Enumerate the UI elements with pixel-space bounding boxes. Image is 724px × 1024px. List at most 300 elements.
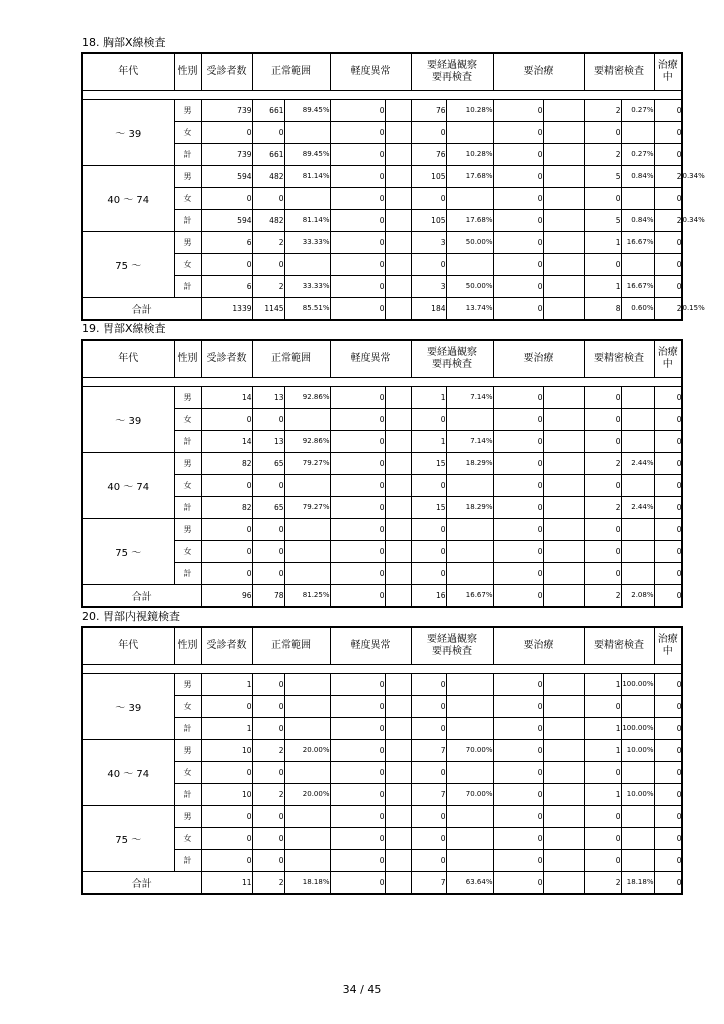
value-cell: 17.68% xyxy=(446,165,493,187)
value-cell xyxy=(446,827,493,849)
value-cell: 0 xyxy=(330,783,385,805)
total-value-cell xyxy=(385,584,411,607)
value-cell xyxy=(385,386,411,408)
table-header-row xyxy=(82,627,682,664)
table-row xyxy=(82,99,682,121)
value-cell xyxy=(621,695,654,717)
sex-cell: 計 xyxy=(174,849,201,871)
value-cell: 17.68% xyxy=(446,209,493,231)
value-cell xyxy=(446,717,493,739)
value-cell: 7.14% xyxy=(446,430,493,452)
value-cell: 6 xyxy=(201,231,252,253)
total-value-cell: 0 xyxy=(493,871,543,894)
column-header: 要精密検査 xyxy=(584,627,654,664)
value-cell: 0 xyxy=(330,739,385,761)
column-header: 治療中 xyxy=(654,340,682,377)
value-cell: 0 xyxy=(493,386,543,408)
value-cell xyxy=(446,761,493,783)
spacer-cell xyxy=(82,90,682,99)
value-cell: 0 xyxy=(201,562,252,584)
value-cell xyxy=(543,452,584,474)
value-cell: 0 xyxy=(411,253,446,275)
value-cell: 76 xyxy=(411,143,446,165)
sex-cell: 男 xyxy=(174,231,201,253)
value-cell xyxy=(385,827,411,849)
sex-cell: 計 xyxy=(174,143,201,165)
value-cell: 33.33% xyxy=(284,231,330,253)
column-header: 治療中 xyxy=(654,627,682,664)
value-cell: 0 xyxy=(201,408,252,430)
value-cell xyxy=(284,474,330,496)
value-cell: 0 xyxy=(493,121,543,143)
value-cell: 10 xyxy=(201,739,252,761)
column-header: 要経過観察 要再検査 xyxy=(411,340,493,377)
value-cell: 0 xyxy=(493,231,543,253)
value-cell xyxy=(543,408,584,430)
value-cell: 100.00% xyxy=(621,673,654,695)
value-cell xyxy=(621,540,654,562)
value-cell: 89.45% xyxy=(284,143,330,165)
value-cell xyxy=(385,452,411,474)
value-cell: 0 xyxy=(654,518,682,540)
page-number: 34 / 45 xyxy=(342,983,382,996)
value-cell: 0 xyxy=(584,253,621,275)
value-cell xyxy=(385,783,411,805)
total-value-cell: 0 xyxy=(493,297,543,320)
sex-cell: 女 xyxy=(174,695,201,717)
value-cell: 0 xyxy=(330,430,385,452)
value-cell: 0 xyxy=(252,408,284,430)
value-cell xyxy=(385,717,411,739)
header-spacer xyxy=(82,90,682,99)
column-header: 正常範囲 xyxy=(252,340,330,377)
value-cell: 0 xyxy=(493,827,543,849)
value-cell xyxy=(621,121,654,143)
total-value-cell: 2 xyxy=(584,871,621,894)
value-cell: 16.67% xyxy=(621,231,654,253)
value-cell: 0 xyxy=(252,673,284,695)
value-cell: 2.44% xyxy=(621,452,654,474)
value-cell xyxy=(543,739,584,761)
value-cell: 1 xyxy=(584,739,621,761)
sex-cell: 女 xyxy=(174,827,201,849)
column-header: 正常範囲 xyxy=(252,53,330,90)
value-cell: 0 xyxy=(330,386,385,408)
value-cell xyxy=(621,386,654,408)
total-value-cell: 2 xyxy=(654,297,682,320)
value-cell: 0 xyxy=(252,187,284,209)
value-cell xyxy=(385,562,411,584)
sex-cell: 女 xyxy=(174,761,201,783)
value-cell xyxy=(385,253,411,275)
value-cell: 0 xyxy=(584,474,621,496)
value-cell: 82 xyxy=(201,452,252,474)
value-cell xyxy=(543,849,584,871)
value-cell xyxy=(385,474,411,496)
value-cell: 0 xyxy=(654,540,682,562)
value-cell xyxy=(385,275,411,297)
value-cell: 0 xyxy=(330,209,385,231)
column-header: 要経過観察 要再検査 xyxy=(411,53,493,90)
value-cell xyxy=(621,761,654,783)
value-cell: 0 xyxy=(252,717,284,739)
sex-cell: 計 xyxy=(174,496,201,518)
value-cell: 482 xyxy=(252,209,284,231)
value-cell: 0 xyxy=(201,761,252,783)
value-cell: 10.28% xyxy=(446,99,493,121)
sex-cell: 男 xyxy=(174,99,201,121)
value-cell: 1 xyxy=(411,430,446,452)
table-row xyxy=(82,673,682,695)
value-cell: 0 xyxy=(493,540,543,562)
value-cell: 0 xyxy=(654,253,682,275)
value-cell: 20.00% xyxy=(284,783,330,805)
value-cell: 0 xyxy=(584,805,621,827)
value-cell: 0 xyxy=(584,518,621,540)
value-cell: 594 xyxy=(201,209,252,231)
value-cell: 0 xyxy=(654,739,682,761)
sex-cell: 計 xyxy=(174,430,201,452)
column-header: 軽度異常 xyxy=(330,340,411,377)
value-cell: 0 xyxy=(330,187,385,209)
value-cell: 89.45% xyxy=(284,99,330,121)
value-cell: 0 xyxy=(654,496,682,518)
value-cell xyxy=(284,540,330,562)
value-cell: 7 xyxy=(411,739,446,761)
age-group-cell: ～ 39 xyxy=(82,99,174,165)
value-cell xyxy=(385,121,411,143)
value-cell: 3 xyxy=(411,231,446,253)
value-cell: 0 xyxy=(654,805,682,827)
value-cell: 2 xyxy=(252,275,284,297)
column-header: 要治療 xyxy=(493,627,584,664)
value-cell xyxy=(284,253,330,275)
value-cell: 5 xyxy=(584,209,621,231)
value-cell: 0 xyxy=(252,805,284,827)
value-cell: 0 xyxy=(252,695,284,717)
value-cell: 0.27% xyxy=(621,143,654,165)
value-cell: 10 xyxy=(201,783,252,805)
value-cell xyxy=(284,827,330,849)
total-value-cell: 8 xyxy=(584,297,621,320)
column-header: 年代 xyxy=(82,627,174,664)
section-title: 18. 胸部X線検査 xyxy=(82,36,166,49)
value-cell: 0 xyxy=(584,187,621,209)
value-cell: 10.00% xyxy=(621,739,654,761)
value-cell xyxy=(543,540,584,562)
value-cell: 82 xyxy=(201,496,252,518)
value-cell: 79.27% xyxy=(284,496,330,518)
value-cell: 65 xyxy=(252,452,284,474)
sex-cell: 女 xyxy=(174,253,201,275)
value-cell xyxy=(385,849,411,871)
value-cell xyxy=(446,695,493,717)
total-value-cell: 63.64% xyxy=(446,871,493,894)
value-cell: 0 xyxy=(493,673,543,695)
column-header: 軽度異常 xyxy=(330,53,411,90)
total-value-cell xyxy=(385,297,411,320)
total-row xyxy=(82,871,682,894)
value-cell: 0 xyxy=(201,695,252,717)
value-cell: 0 xyxy=(252,474,284,496)
value-cell xyxy=(621,562,654,584)
column-header: 年代 xyxy=(82,340,174,377)
value-cell: 0 xyxy=(330,143,385,165)
sex-cell: 男 xyxy=(174,805,201,827)
sex-cell: 計 xyxy=(174,209,201,231)
column-header: 正常範囲 xyxy=(252,627,330,664)
value-cell xyxy=(621,187,654,209)
value-cell: 0 xyxy=(584,121,621,143)
value-cell: 0 xyxy=(411,695,446,717)
value-cell: 661 xyxy=(252,99,284,121)
value-cell xyxy=(621,253,654,275)
value-cell xyxy=(543,121,584,143)
value-cell: 0 xyxy=(252,518,284,540)
value-cell: 105 xyxy=(411,165,446,187)
value-cell: 0 xyxy=(584,386,621,408)
results-table xyxy=(81,626,683,895)
value-cell: 0 xyxy=(252,761,284,783)
value-cell: 105 xyxy=(411,209,446,231)
value-cell: 81.14% xyxy=(284,209,330,231)
value-cell: 0 xyxy=(654,408,682,430)
value-cell xyxy=(385,761,411,783)
value-cell xyxy=(446,253,493,275)
value-cell: 2 xyxy=(252,783,284,805)
value-cell: 0 xyxy=(493,143,543,165)
value-cell xyxy=(543,386,584,408)
value-cell: 0 xyxy=(493,99,543,121)
value-cell xyxy=(284,518,330,540)
value-cell xyxy=(385,408,411,430)
value-cell: 2.44% xyxy=(621,496,654,518)
sex-cell: 男 xyxy=(174,739,201,761)
column-header: 要経過観察 要再検査 xyxy=(411,627,493,664)
value-cell: 0 xyxy=(252,253,284,275)
value-cell xyxy=(621,805,654,827)
sex-cell: 計 xyxy=(174,275,201,297)
total-label: 合計 xyxy=(82,584,201,607)
value-cell xyxy=(543,253,584,275)
value-cell xyxy=(543,143,584,165)
value-cell: 0 xyxy=(330,540,385,562)
value-cell: 0 xyxy=(493,695,543,717)
value-cell: 0 xyxy=(654,430,682,452)
value-cell xyxy=(385,695,411,717)
value-cell: 0 xyxy=(584,695,621,717)
column-header: 性別 xyxy=(174,340,201,377)
value-cell: 0 xyxy=(330,805,385,827)
value-cell: 0 xyxy=(654,695,682,717)
total-value-cell: 18.18% xyxy=(284,871,330,894)
value-cell: 15 xyxy=(411,496,446,518)
value-cell xyxy=(385,805,411,827)
value-cell xyxy=(543,717,584,739)
column-header: 受診者数 xyxy=(201,53,252,90)
value-cell: 0 xyxy=(584,761,621,783)
value-cell: 1 xyxy=(411,386,446,408)
value-cell: 0 xyxy=(411,540,446,562)
value-cell xyxy=(446,187,493,209)
table-row xyxy=(82,739,682,761)
header-spacer xyxy=(82,664,682,673)
value-cell: 0 xyxy=(654,187,682,209)
value-cell: 0 xyxy=(654,386,682,408)
value-cell: 0 xyxy=(654,231,682,253)
value-cell xyxy=(446,518,493,540)
total-value-cell: 18.18% xyxy=(621,871,654,894)
value-cell: 0 xyxy=(411,827,446,849)
column-header: 受診者数 xyxy=(201,340,252,377)
value-cell: 0 xyxy=(654,121,682,143)
value-cell xyxy=(385,209,411,231)
value-cell xyxy=(446,540,493,562)
total-value-cell xyxy=(543,297,584,320)
value-cell: 18.29% xyxy=(446,452,493,474)
value-cell: 0 xyxy=(584,849,621,871)
age-group-cell: 40 ～ 74 xyxy=(82,452,174,518)
value-cell xyxy=(446,673,493,695)
total-value-cell: 7 xyxy=(411,871,446,894)
total-value-cell: 1339 xyxy=(201,297,252,320)
value-cell xyxy=(543,518,584,540)
value-cell xyxy=(385,739,411,761)
value-cell xyxy=(284,849,330,871)
sex-cell: 男 xyxy=(174,673,201,695)
value-cell: 0 xyxy=(493,408,543,430)
value-cell: 0 xyxy=(493,209,543,231)
table-header-row xyxy=(82,340,682,377)
value-cell xyxy=(446,474,493,496)
value-cell xyxy=(543,275,584,297)
sex-cell: 男 xyxy=(174,452,201,474)
value-cell xyxy=(284,717,330,739)
value-cell: 0 xyxy=(493,717,543,739)
value-cell: 0 xyxy=(330,695,385,717)
value-cell: 0 xyxy=(654,849,682,871)
value-cell: 0 xyxy=(654,827,682,849)
value-cell: 0 xyxy=(330,518,385,540)
value-cell xyxy=(446,562,493,584)
column-header: 性別 xyxy=(174,53,201,90)
total-value-cell: 0 xyxy=(330,871,385,894)
section-title: 20. 胃部内視鏡検査 xyxy=(82,610,180,623)
sex-cell: 計 xyxy=(174,562,201,584)
total-value-cell: 13.74% xyxy=(446,297,493,320)
value-cell: 0 xyxy=(411,717,446,739)
value-cell: 0 xyxy=(584,408,621,430)
value-cell: 0 xyxy=(330,408,385,430)
value-cell: 0 xyxy=(411,187,446,209)
value-cell xyxy=(284,805,330,827)
value-cell xyxy=(385,231,411,253)
value-cell xyxy=(446,408,493,430)
value-cell xyxy=(385,518,411,540)
value-cell: 661 xyxy=(252,143,284,165)
results-table xyxy=(81,52,705,321)
table-row: 計 594 482 81.14% 0 105 17.68% 0 5 0.84% 2 0.34% xyxy=(82,209,682,231)
value-cell: 0 xyxy=(330,474,385,496)
value-cell: 2 xyxy=(252,231,284,253)
value-cell: 1 xyxy=(201,673,252,695)
total-value-cell: 0 xyxy=(493,584,543,607)
total-value-cell: 0 xyxy=(654,584,682,607)
value-cell xyxy=(385,143,411,165)
value-cell: 0 xyxy=(493,165,543,187)
value-cell: 1 xyxy=(201,717,252,739)
value-cell: 0 xyxy=(411,518,446,540)
value-cell: 1 xyxy=(584,673,621,695)
value-cell: 13 xyxy=(252,386,284,408)
value-cell: 0 xyxy=(411,408,446,430)
value-cell: 0 xyxy=(330,275,385,297)
value-cell: 92.86% xyxy=(284,430,330,452)
value-cell: 0.84% xyxy=(621,209,654,231)
total-value-cell xyxy=(543,871,584,894)
value-cell: 0 xyxy=(411,849,446,871)
value-cell: 0 xyxy=(330,452,385,474)
value-cell: 0 xyxy=(493,253,543,275)
age-group-cell: ～ 39 xyxy=(82,386,174,452)
value-cell: 739 xyxy=(201,143,252,165)
value-cell: 14 xyxy=(201,386,252,408)
value-cell: 50.00% xyxy=(446,275,493,297)
sex-cell: 女 xyxy=(174,187,201,209)
value-cell: 92.86% xyxy=(284,386,330,408)
value-cell: 0 xyxy=(330,562,385,584)
total-value-cell: 1145 xyxy=(252,297,284,320)
value-cell: 0 xyxy=(411,673,446,695)
value-cell: 10.00% xyxy=(621,783,654,805)
value-cell: 0 xyxy=(330,165,385,187)
value-cell: 0 xyxy=(584,562,621,584)
column-header: 要治療 xyxy=(493,53,584,90)
value-cell: 0 xyxy=(330,717,385,739)
value-cell xyxy=(543,805,584,827)
total-value-cell: 2.08% xyxy=(621,584,654,607)
value-cell xyxy=(385,673,411,695)
value-cell: 0 xyxy=(584,827,621,849)
table-row xyxy=(82,386,682,408)
value-cell: 0 xyxy=(654,761,682,783)
value-cell: 0 xyxy=(654,474,682,496)
value-cell xyxy=(543,99,584,121)
total-value-cell: 0.60% xyxy=(621,297,654,320)
value-cell: 6 xyxy=(201,275,252,297)
value-cell xyxy=(446,805,493,827)
column-header: 軽度異常 xyxy=(330,627,411,664)
column-header: 受診者数 xyxy=(201,627,252,664)
value-cell: 100.00% xyxy=(621,717,654,739)
total-value-cell: 11 xyxy=(201,871,252,894)
sex-cell: 女 xyxy=(174,121,201,143)
value-cell: 2 xyxy=(654,165,682,187)
section-title: 19. 胃部X線検査 xyxy=(82,322,166,335)
table-header-row xyxy=(82,53,682,90)
value-cell xyxy=(543,783,584,805)
age-group-cell: 75 ～ xyxy=(82,518,174,584)
column-header: 要精密検査 xyxy=(584,340,654,377)
age-group-cell: ～ 39 xyxy=(82,673,174,739)
value-cell: 1 xyxy=(584,717,621,739)
value-cell xyxy=(621,827,654,849)
value-cell xyxy=(543,430,584,452)
value-cell: 0 xyxy=(252,562,284,584)
value-cell: 5 xyxy=(584,165,621,187)
value-cell: 0 xyxy=(493,275,543,297)
value-cell: 65 xyxy=(252,496,284,518)
